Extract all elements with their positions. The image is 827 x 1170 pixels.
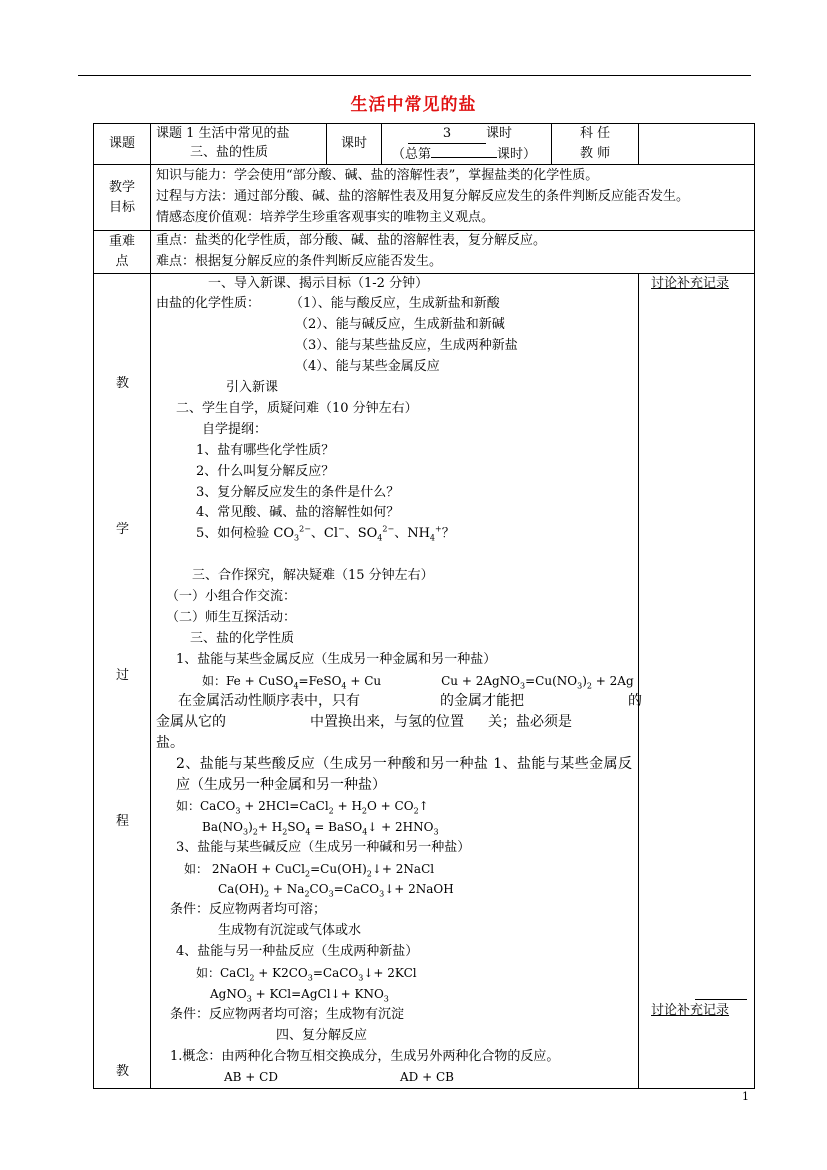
hours-cell [382, 124, 552, 165]
reaction-2-heading: 2、盐能与某些酸反应（生成另一种酸和另一种盐 1、盐能与某些金属反应（生成另一种金属和另一种盐） [176, 756, 633, 793]
reaction-4-condition: 条件：反应物两者均可溶；生成物有沉淀 [170, 1006, 405, 1022]
teacher-label-2: 教 师 [579, 146, 611, 161]
total-prefix: （总第 [392, 147, 432, 162]
process-label-char-5: 教 [115, 1063, 129, 1079]
group-discussion: （一）小组合作交流： [166, 588, 297, 604]
reaction-2-eq-2: $Ba(NO_3)_2+ H_2SO_4$ = BaSO$_4$↓ + $2HNO_3$ [202, 819, 439, 837]
header-rule [78, 75, 751, 76]
reaction-1-equations: 如：Fe + CuSO$_4$=FeSO$_4$ + Cu $Cu + 2AgNO_3=Cu(NO_3)_2 + 2Ag$ [202, 673, 634, 690]
side-note-rule [695, 999, 747, 1000]
reaction-4-eq-1: 如：CaCl$_2$ + $K2CO_3=CaCO_3↓+ 2KCl$ [196, 966, 417, 983]
reaction-3-eq-1: 如： 2NaOH + $CuCl_2=Cu(OH)_2↓+$ 2NaCl [184, 861, 435, 878]
self-study-outline: 自学提纲： [202, 421, 268, 437]
process-label-char-3: 过 [115, 667, 129, 683]
total-suffix: 课时） [497, 147, 537, 162]
section-2-heading: 二、学生自学，质疑问难（10 分钟左右） [176, 400, 418, 416]
teacher-value-cell [639, 124, 755, 165]
label-objectives: 教学 目标 [94, 165, 151, 231]
hours-value: 3 [408, 124, 486, 144]
side-notes-cell [639, 273, 755, 1089]
reaction-3-condition-1: 条件：反应物两者均可溶； [170, 902, 327, 918]
question-5: 5、如何检验 $CO_3^{2-}$、Cl−、$SO_4^{2-}$、$NH_4^+$？ [196, 524, 455, 543]
salt-props-intro: 由盐的化学性质： [156, 296, 261, 312]
reaction-1-text-b: 金属从它的 中置换出来，与氢的位置 关；盐必须是 [156, 714, 572, 731]
page-number: 1 [742, 1090, 749, 1103]
question-1: 1、盐有哪些化学性质？ [196, 442, 335, 458]
double-decomposition-formula: AB + CD AD + CB [224, 1070, 454, 1085]
process-label-char-1: 教 [115, 375, 129, 391]
question-4: 4、常见酸、碱、盐的溶解性如何？ [196, 505, 400, 521]
keypoints-cell [151, 231, 755, 274]
lesson-plan-table [93, 123, 755, 1089]
salt-properties-title: 三、盐的化学性质 [190, 630, 295, 646]
salt-prop-3: （3）、能与某些盐反应，生成两种新盐 [295, 338, 518, 354]
section-4-heading: 四、复分解反应 [276, 1027, 368, 1043]
lead-in: 引入新课 [226, 380, 279, 396]
topic-line-2: 三、盐的性质 [190, 145, 269, 160]
process-label-char-2: 学 [115, 521, 129, 537]
objectives-cell [151, 165, 755, 231]
side-note-2: 讨论补充记录 [651, 1002, 730, 1018]
label-hours: 课时 [327, 124, 382, 165]
reaction-1-text-c: 盐。 [156, 735, 184, 752]
reaction-1-heading: 1、盐能与某些金属反应（生成另一种金属和另一种盐） [176, 651, 497, 667]
process-content-cell [151, 273, 642, 1089]
salt-props-row-1 [156, 294, 632, 315]
key-point: 重点：盐类的化学性质，部分酸、碱、盐的溶解性表，复分解反应。 [156, 233, 547, 248]
reaction-4-eq-2: AgNO$_3$ + KCl=AgCl↓+ $KNO_3$ [210, 986, 389, 1004]
teacher-label-1: 科 任 [579, 126, 611, 141]
total-blank [431, 143, 497, 158]
topic-line-1: 课题 1 生活中常见的盐 [156, 126, 290, 141]
hours-unit: 课时 [486, 126, 513, 141]
salt-prop-4: （4）、能与某些金属反应 [295, 359, 440, 375]
teacher-student-activity: （二）师生互探活动： [166, 609, 297, 625]
spacer [156, 545, 632, 566]
reaction-3-heading: 3、盐能与某些碱反应（生成另一种碱和另一种盐） [176, 839, 471, 855]
side-note-1: 讨论补充记录 [651, 275, 730, 291]
section-3-heading: 三、合作探究，解决疑难（15 分钟左右） [192, 568, 434, 584]
teacher-label-cell [552, 124, 639, 165]
objective-process: 过程与方法：通过部分酸、碱、盐的溶解性表及用复分解反应发生的条件判断反应能否发生。 [156, 188, 690, 204]
page-title: 生活中常见的盐 [350, 95, 477, 115]
reaction-3-eq-2: $Ca(OH)_2$ + $Na_2CO_3=CaCO_3↓+$ 2NaOH [218, 882, 454, 899]
objective-knowledge: 知识与能力：学会使用“部分酸、碱、盐的溶解性表”，掌握盐类的化学性质。 [156, 168, 599, 183]
process-label-cell [94, 273, 151, 1089]
reaction-1-text-a: 在金属活动性顺序表中，只有 的金属才能把 的 [178, 693, 642, 710]
section-1-heading: 一、导入新课、揭示目标（1-2 分钟） [208, 275, 429, 291]
difficult-point: 难点：根据复分解反应的条件判断反应能否发生。 [156, 253, 443, 269]
question-3: 3、复分解反应发生的条件是什么？ [196, 484, 400, 500]
objective-attitude: 情感态度价值观：培养学生珍重客观事实的唯物主义观点。 [156, 209, 495, 225]
process-label-char-4: 程 [115, 813, 129, 829]
label-topic: 课题 [94, 124, 151, 165]
question-2: 2、什么叫复分解反应？ [196, 463, 335, 479]
double-decomposition-concept: 1.概念：由两种化合物互相交换成分，生成另外两种化合物的反应。 [170, 1048, 560, 1064]
reaction-2-eq-1: 如：CaCO$_3$ + 2HCl=CaCl$_2$ + $H_2O$ + $CO_2↑$ [176, 798, 429, 816]
salt-prop-1: （1）、能与酸反应，生成新盐和新酸 [290, 296, 500, 312]
salt-prop-2: （2）、能与碱反应，生成新盐和新碱 [295, 317, 505, 333]
reaction-3-condition-2: 生成物有沉淀或气体或水 [218, 923, 362, 939]
reaction-4-heading: 4、盐能与另一种盐反应（生成两种新盐） [176, 944, 419, 960]
label-keypoints: 重难 点 [94, 231, 151, 274]
topic-cell [151, 124, 327, 165]
